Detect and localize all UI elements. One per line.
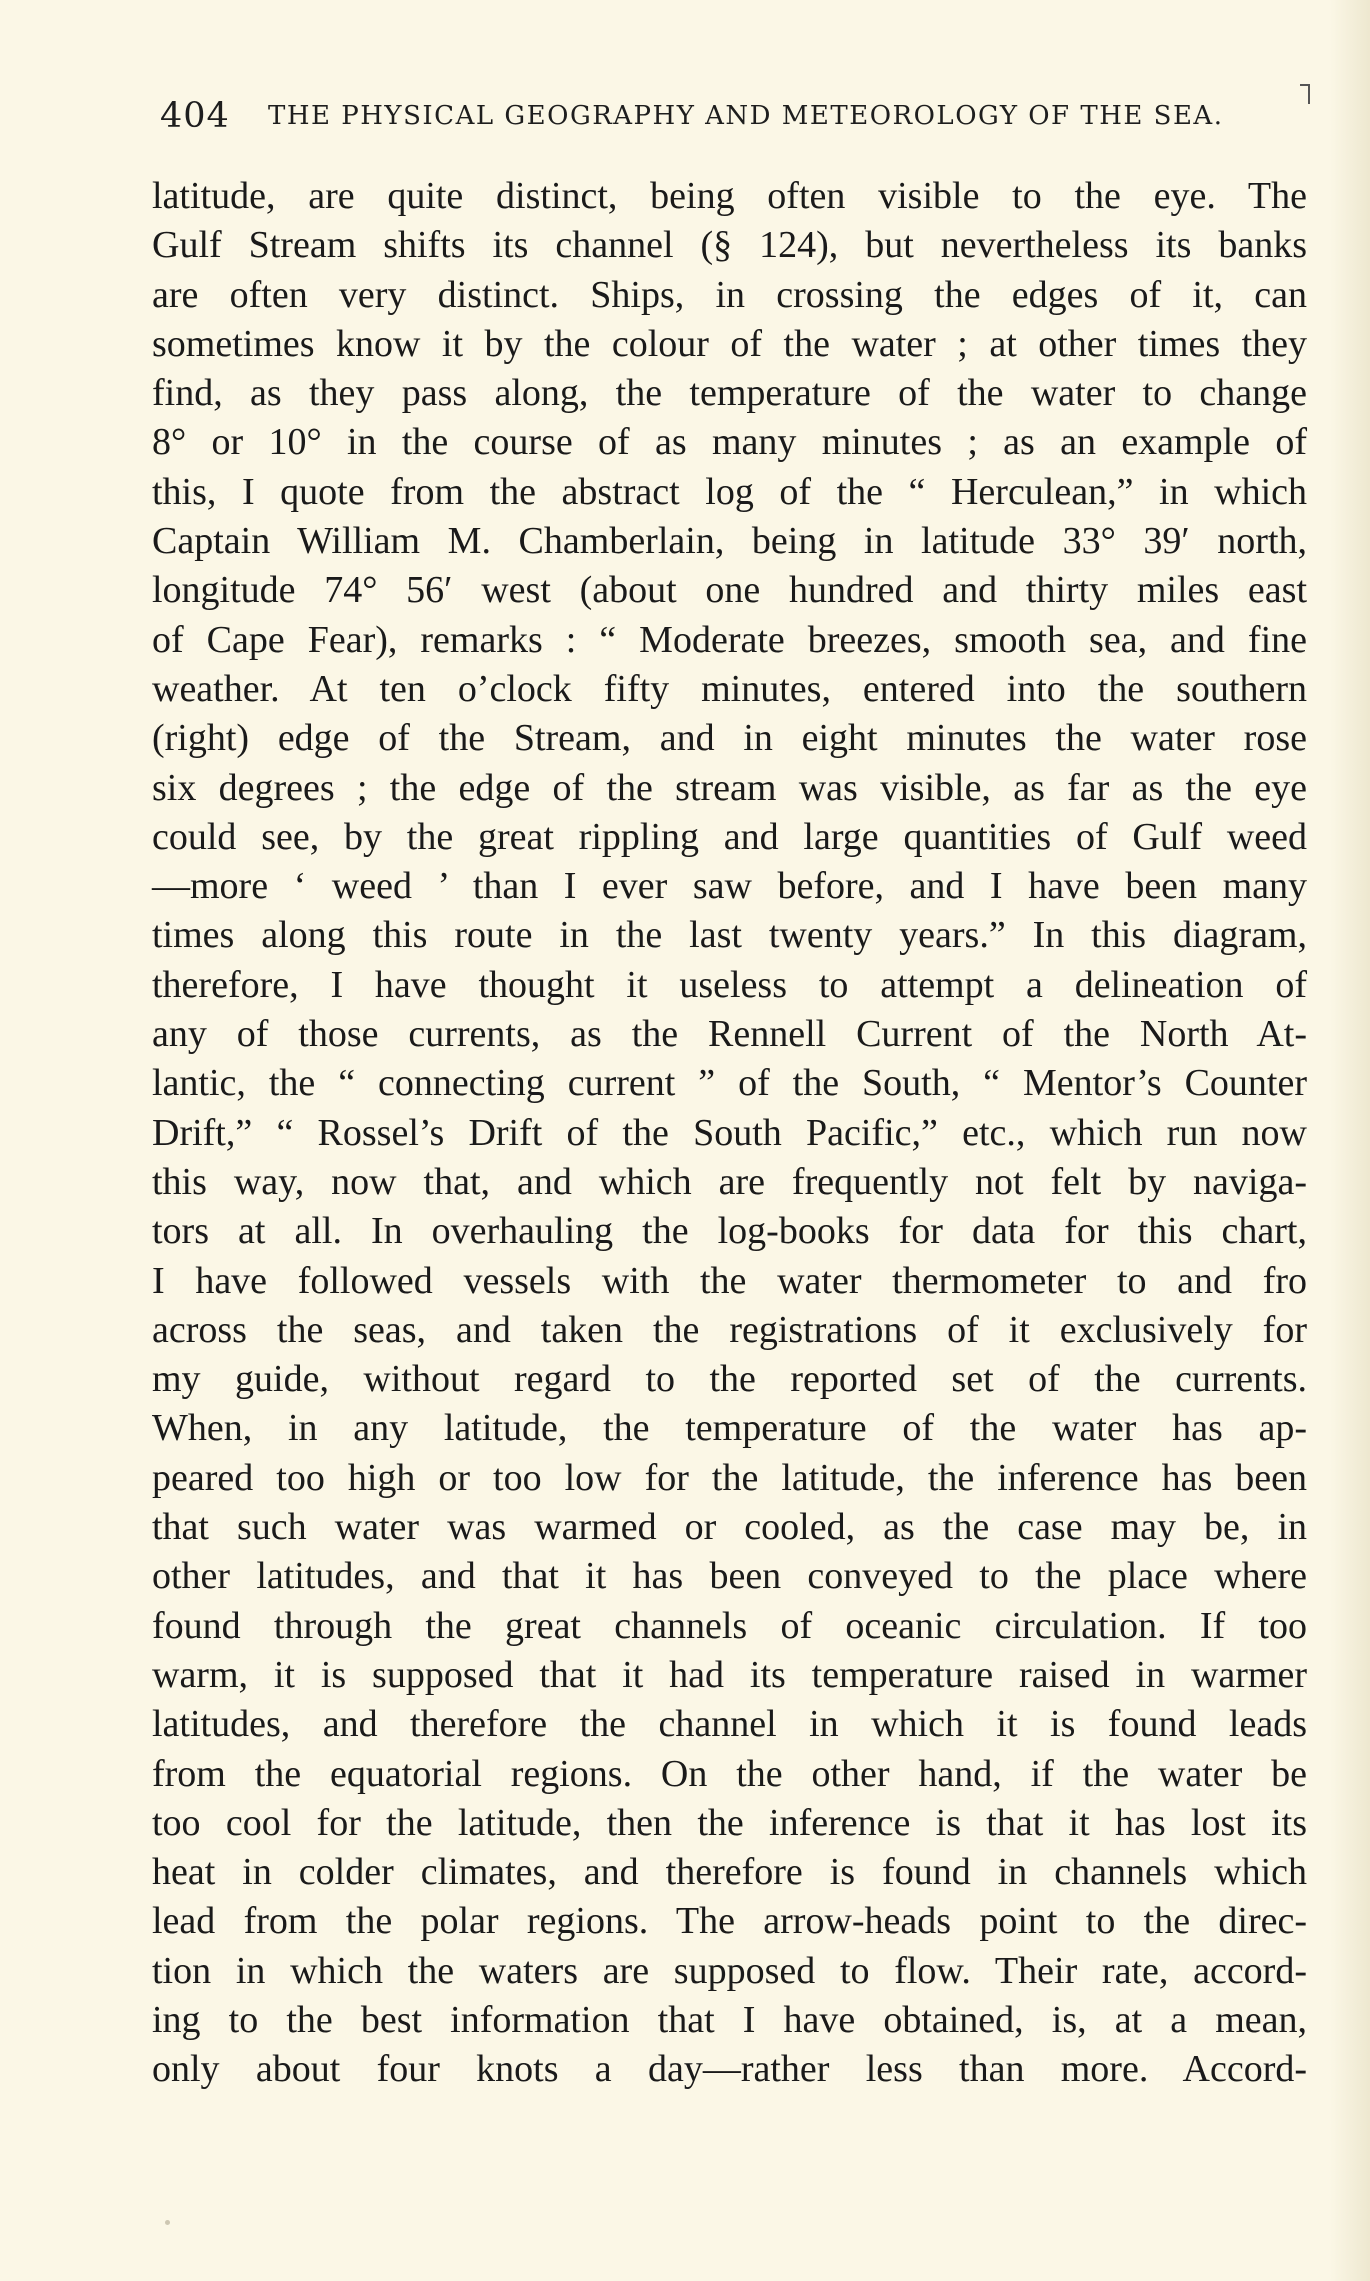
- text-line: any of those currents, as the Rennell Current of the North At-: [152, 1013, 1307, 1056]
- text-line: tors at all. In overhauling the log-books for data for this chart,: [152, 1210, 1307, 1253]
- text-line: tion in which the waters are supposed to flow. Their rate, accord-: [152, 1949, 1307, 1992]
- corner-mark: [1300, 84, 1310, 104]
- text-line: When, in any latitude, the temperature of the water has ap-: [152, 1407, 1307, 1450]
- text-line: Drift,” “ Rossel’s Drift of the South Pacific,” etc., which run now: [152, 1111, 1307, 1154]
- text-line: my guide, without regard to the reported set of the currents.: [152, 1358, 1307, 1401]
- text-line: could see, by the great rippling and large quantities of Gulf weed: [152, 815, 1307, 858]
- text-line: latitudes, and therefore the channel in which it is found leads: [152, 1703, 1307, 1746]
- page-number: 404: [160, 96, 230, 136]
- text-line: therefore, I have thought it useless to attempt a delineation of: [152, 963, 1307, 1006]
- page-edge-shadow: [1330, 0, 1370, 2281]
- text-line: heat in colder climates, and therefore is found in channels which: [152, 1851, 1307, 1894]
- paper-speck: [165, 2220, 170, 2225]
- running-header: [160, 92, 1300, 142]
- text-line: weather. At ten o’clock fifty minutes, entered into the southern: [152, 667, 1307, 710]
- text-line: found through the great channels of oceanic circulation. If too: [152, 1604, 1307, 1647]
- text-line: lantic, the “ connecting current ” of the South, “ Mentor’s Counter: [152, 1062, 1307, 1105]
- text-line: —more ‘ weed ’ than I ever saw before, and I have been many: [152, 865, 1307, 908]
- text-line: I have followed vessels with the water thermometer to and fro: [152, 1259, 1307, 1302]
- text-line: too cool for the latitude, then the inference is that it has lost its: [152, 1801, 1307, 1844]
- text-line: only about four knots a day—rather less than more. Accord-: [152, 2048, 1307, 2091]
- text-line: ing to the best information that I have obtained, is, at a mean,: [152, 1998, 1307, 2041]
- text-line: other latitudes, and that it has been conveyed to the place where: [152, 1555, 1307, 1598]
- text-line: sometimes know it by the colour of the water ; at other times they: [152, 322, 1307, 365]
- text-line: six degrees ; the edge of the stream was visible, as far as the eye: [152, 766, 1307, 809]
- running-title: THE PHYSICAL GEOGRAPHY AND METEOROLOGY OF THE SEA.: [268, 101, 1224, 131]
- text-line: 8° or 10° in the course of as many minutes ; as an example of: [152, 421, 1307, 464]
- text-line: across the seas, and taken the registrations of it exclusively for: [152, 1308, 1307, 1351]
- text-line: latitude, are quite distinct, being often visible to the eye. The: [152, 175, 1307, 217]
- text-line: that such water was warmed or cooled, as the case may be, in: [152, 1506, 1307, 1549]
- text-line: peared too high or too low for the latitude, the inference has been: [152, 1456, 1307, 1499]
- text-line: longitude 74° 56′ west (about one hundred and thirty miles east: [152, 569, 1307, 612]
- text-line: find, as they pass along, the temperature of the water to change: [152, 372, 1307, 415]
- text-line: Captain William M. Chamberlain, being in latitude 33° 39′ north,: [152, 520, 1307, 563]
- text-line: this, I quote from the abstract log of the “ Herculean,” in which: [152, 470, 1307, 513]
- text-line: are often very distinct. Ships, in crossing the edges of it, can: [152, 273, 1307, 316]
- text-line: from the equatorial regions. On the other hand, if the water be: [152, 1752, 1307, 1795]
- body-paragraph: [152, 172, 1307, 2095]
- text-line: this way, now that, and which are frequently not felt by naviga-: [152, 1160, 1307, 1203]
- text-line: of Cape Fear), remarks : “ Moderate breezes, smooth sea, and fine: [152, 618, 1307, 661]
- text-line: times along this route in the last twenty years.” In this diagram,: [152, 914, 1307, 957]
- text-line: Gulf Stream shifts its channel (§ 124), but nevertheless its banks: [152, 224, 1307, 267]
- text-line: warm, it is supposed that it had its temperature raised in warmer: [152, 1653, 1307, 1696]
- text-line: (right) edge of the Stream, and in eight minutes the water rose: [152, 717, 1307, 760]
- text-line: lead from the polar regions. The arrow-heads point to the direc-: [152, 1900, 1307, 1943]
